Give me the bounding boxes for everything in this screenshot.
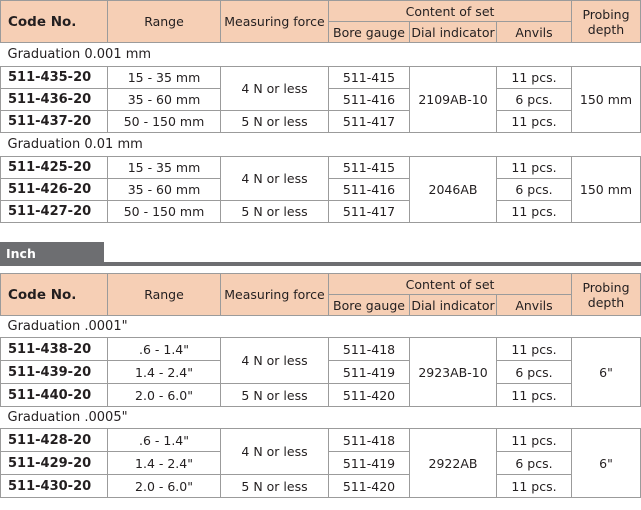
bore-gauge-cell: 511-416 [329,89,410,111]
probing-depth-cell: 6" [572,338,641,407]
dial-indicator-cell: 2922AB [410,429,497,498]
table-row [1,111,641,133]
force-cell: 4 N or less [221,338,329,384]
bore-gauge-cell: 511-417 [329,201,410,223]
range-cell: 35 - 60 mm [108,179,221,201]
code-cell: 511-428-20 [1,429,108,452]
header-range: Range [108,274,221,316]
code-cell: 511-435-20 [1,67,108,89]
code-cell: 511-430-20 [1,475,108,498]
code-cell: 511-438-20 [1,338,108,361]
graduation-label: Graduation 0.01 mm [1,133,641,157]
graduation-label: Graduation 0.001 mm [1,43,641,67]
anvils-cell: 11 pcs. [497,338,572,361]
anvils-cell: 6 pcs. [497,452,572,475]
range-cell: 15 - 35 mm [108,67,221,89]
anvils-cell: 11 pcs. [497,111,572,133]
table-row [1,67,641,89]
header-code-no: Code No. [1,1,108,43]
header-code-no: Code No. [1,274,108,316]
header-measuring-force: Measuring force [221,274,329,316]
metric-spec-table [0,0,641,223]
bore-gauge-cell: 511-415 [329,67,410,89]
table-row [1,157,641,179]
header-bore-gauge: Bore gauge [329,295,410,316]
force-cell: 5 N or less [221,111,329,133]
code-cell: 511-427-20 [1,201,108,223]
code-cell: 511-439-20 [1,361,108,384]
bore-gauge-cell: 511-418 [329,338,410,361]
probing-depth-cell: 6" [572,429,641,498]
code-cell: 511-429-20 [1,452,108,475]
header-probing-depth [572,274,641,316]
range-cell: 2.0 - 6.0" [108,475,221,498]
code-cell: 511-426-20 [1,179,108,201]
range-cell: .6 - 1.4" [108,429,221,452]
force-cell: 5 N or less [221,201,329,223]
anvils-cell: 11 pcs. [497,475,572,498]
anvils-cell: 11 pcs. [497,157,572,179]
table-row [1,201,641,223]
force-cell: 5 N or less [221,384,329,407]
bore-gauge-cell: 511-417 [329,111,410,133]
range-cell: 2.0 - 6.0" [108,384,221,407]
code-cell: 511-437-20 [1,111,108,133]
header-probing-depth-line1: Probing [582,6,630,22]
header-bore-gauge: Bore gauge [329,22,410,43]
range-cell: 35 - 60 mm [108,89,221,111]
range-cell: 1.4 - 2.4" [108,361,221,384]
header-probing-depth-line1: Probing [582,279,630,295]
dial-indicator-cell: 2923AB-10 [410,338,497,407]
dial-indicator-cell: 2109AB-10 [410,67,497,133]
inch-section-banner [0,242,641,266]
header-range: Range [108,1,221,43]
bore-gauge-cell: 511-418 [329,429,410,452]
header-probing-depth-line2: depth [587,21,625,37]
bore-gauge-cell: 511-419 [329,361,410,384]
anvils-cell: 6 pcs. [497,179,572,201]
probing-depth-cell: 150 mm [572,157,641,223]
table-row [1,475,641,498]
code-cell: 511-436-20 [1,89,108,111]
table-row [1,384,641,407]
bore-gauge-cell: 511-416 [329,179,410,201]
header-measuring-force: Measuring force [221,1,329,43]
anvils-cell: 6 pcs. [497,361,572,384]
inch-section-rule [104,262,641,266]
anvils-cell: 11 pcs. [497,67,572,89]
table-row [1,338,641,361]
force-cell: 4 N or less [221,67,329,111]
code-cell: 511-425-20 [1,157,108,179]
anvils-cell: 11 pcs. [497,429,572,452]
bore-gauge-cell: 511-420 [329,475,410,498]
bore-gauge-cell: 511-419 [329,452,410,475]
force-cell: 4 N or less [221,157,329,201]
code-cell: 511-440-20 [1,384,108,407]
range-cell: 50 - 150 mm [108,111,221,133]
range-cell: .6 - 1.4" [108,338,221,361]
graduation-label: Graduation .0001" [1,316,641,338]
anvils-cell: 11 pcs. [497,384,572,407]
header-probing-depth-line2: depth [587,294,625,310]
anvils-cell: 6 pcs. [497,89,572,111]
dial-indicator-cell: 2046AB [410,157,497,223]
bore-gauge-cell: 511-420 [329,384,410,407]
force-cell: 5 N or less [221,475,329,498]
header-content-of-set: Content of set [329,274,572,295]
anvils-cell: 11 pcs. [497,201,572,223]
header-anvils: Anvils [497,22,572,43]
bore-gauge-cell: 511-415 [329,157,410,179]
probing-depth-cell: 150 mm [572,67,641,133]
inch-spec-table [0,273,641,498]
range-cell: 1.4 - 2.4" [108,452,221,475]
header-dial-indicator: Dial indicator [410,295,497,316]
inch-section-label: Inch [0,242,104,266]
header-probing-depth [572,1,641,43]
table-row [1,429,641,452]
header-content-of-set: Content of set [329,1,572,22]
range-cell: 15 - 35 mm [108,157,221,179]
header-anvils: Anvils [497,295,572,316]
header-dial-indicator: Dial indicator [410,22,497,43]
force-cell: 4 N or less [221,429,329,475]
graduation-label: Graduation .0005" [1,407,641,429]
range-cell: 50 - 150 mm [108,201,221,223]
